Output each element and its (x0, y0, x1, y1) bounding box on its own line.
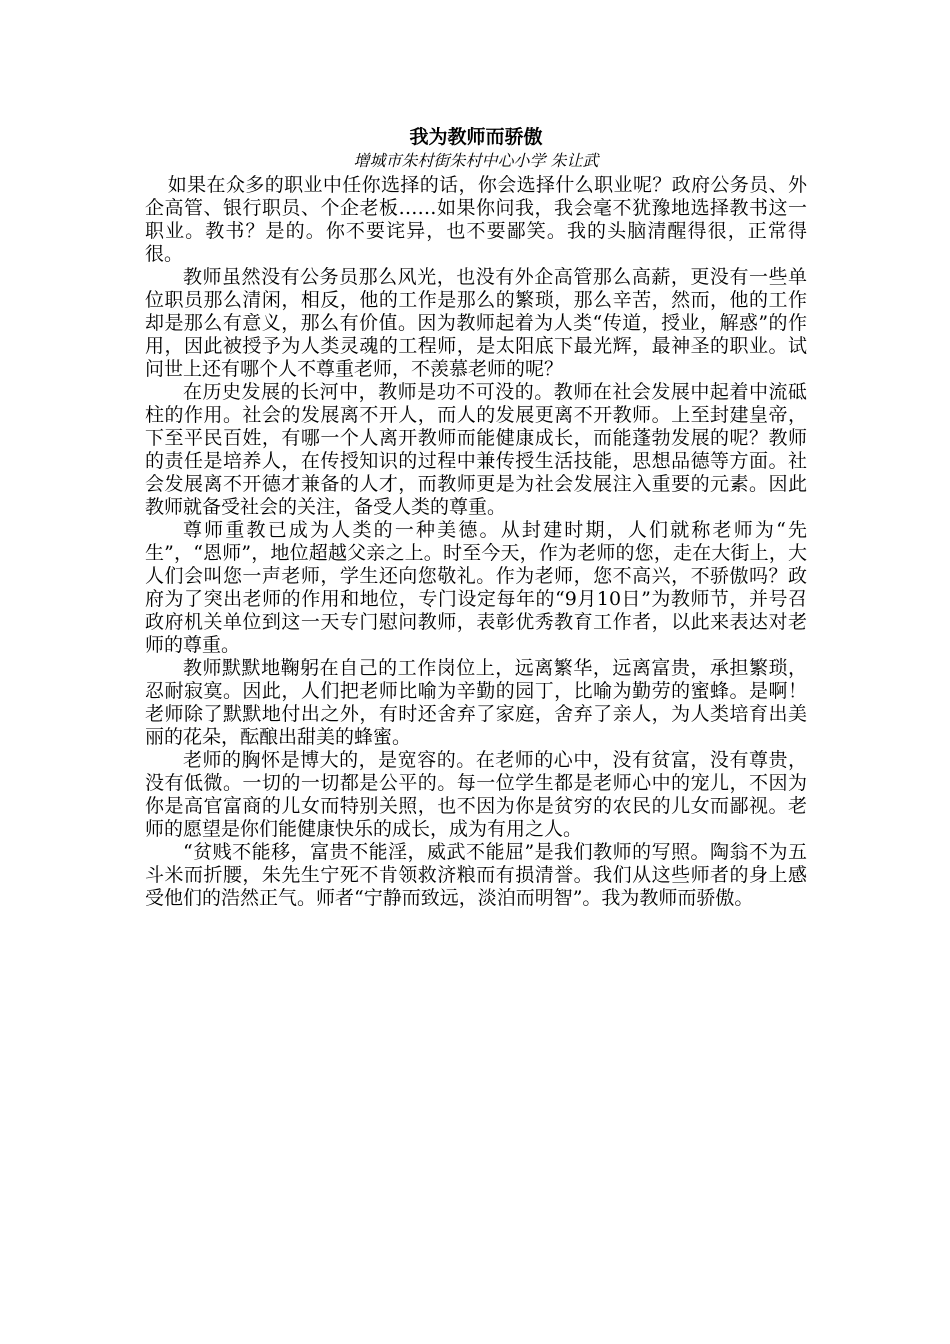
paragraph-7: “贫贱不能移，富贵不能淫，威武不能屈”是我们教师的写照。陶翁不为五斗米而折腰，朱先生宁死不肯领救济粮而有损清誉。我们从这些师者的身上感受他们的浩然正气。师者“宁静而致远，淡泊而明智”。我为教师而骄傲。 (145, 841, 807, 909)
paragraph-1: 如果在众多的职业中任你选择的话，你会选择什么职业呢？政府公务员、外企高管、银行职员、个企老板……如果你问我，我会毫不犹豫地选择教书这一职业。教书？是的。你不要诧异，也不要鄙笑。我的头脑清醒得很，正常得很。 (145, 174, 807, 265)
paragraph-2: 教师虽然没有公务员那么风光，也没有外企高管那么高薪，更没有一些单位职员那么清闲，相反，他的工作是那么的繁琐，那么辛苦，然而，他的工作却是那么有意义，那么有价值。因为教师起着为人类“传道，授业，解惑”的作用，因此被授予为人类灵魂的工程师，是太阳底下最光辉，最神圣的职业。试问世上还有哪个人不尊重老师，不羡慕老师的呢？ (145, 266, 807, 380)
document-page (145, 124, 807, 910)
paragraph-4: 尊师重教已成为人类的一种美德。从封建时期，人们就称老师为“先生”，“恩师”，地位超越父亲之上。时至今天，作为老师的您，走在大街上，大人们会叫您一声老师，学生还向您敬礼。作为老师，您不高兴，不骄傲吗？政府为了突出老师的作用和地位，专门设定每年的“9月10日”为教师节，并号召政府机关单位到这一天专门慰问教师，表彰优秀教育工作者，以此来表达对老师的尊重。 (145, 519, 807, 656)
paragraph-3: 在历史发展的长河中，教师是功不可没的。教师在社会发展中起着中流砥柱的作用。社会的发展离不开人，而人的发展更离不开教师。上至封建皇帝，下至平民百姓，有哪一个人离开教师而能健康成长，而能蓬勃发展的呢？教师的责任是培养人，在传授知识的过程中兼传授生活技能，思想品德等方面。社会发展离不开德才兼备的人才，而教师更是为社会发展注入重要的元素。因此教师就备受社会的关注，备受人类的尊重。 (145, 381, 807, 518)
author-line: 增城市朱村街朱村中心小学 朱让武 (353, 151, 599, 170)
paragraph-5: 教师默默地鞠躬在自己的工作岗位上，远离繁华，远离富贵，承担繁琐，忍耐寂寞。因此，人们把老师比喻为辛勤的园丁，比喻为勤劳的蜜蜂。是啊！老师除了默默地付出之外，有时还舍弃了家庭，舍弃了亲人，为人类培育出美丽的花朵，酝酿出甜美的蜂蜜。 (145, 657, 807, 748)
paragraph-6: 老师的胸怀是博大的，是宽容的。在老师的心中，没有贫富，没有尊贵，没有低微。一切的一切都是公平的。每一位学生都是老师心中的宠儿，不因为你是高官富商的儿女而特别关照，也不因为你是贫穷的农民的儿女而鄙视。老师的愿望是你们能健康快乐的成长，成为有用之人。 (145, 749, 807, 840)
document-title: 我为教师而骄傲 (409, 126, 543, 148)
